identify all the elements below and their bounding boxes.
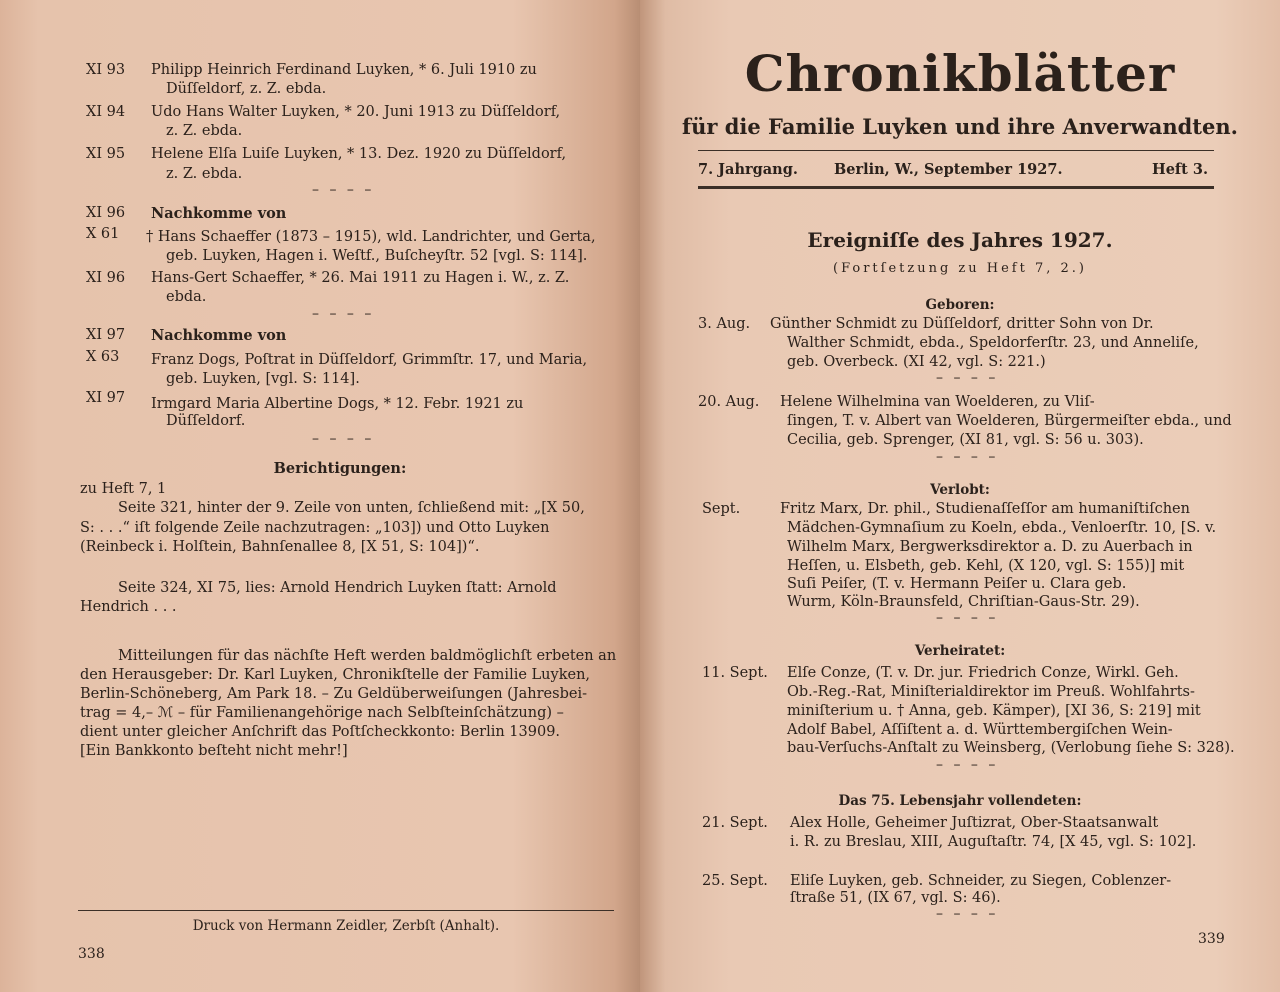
entry-line: Philipp Heinrich Ferdinand Luyken, * 6. Juli 1910 zu (151, 62, 537, 78)
entry-line: Udo Hans Walter Luyken, * 20. Juni 1913 zu Düſſeldorf, (151, 104, 561, 120)
continuation-note: (Fortſetzung zu Heft 7, 2.) (833, 261, 1087, 276)
event-line: Ob.-Reg.-Rat, Miniſterialdirektor im Preuß. Wohlfahrts- (787, 684, 1195, 700)
event-line: Cecilia, geb. Sprenger, (XI 81, vgl. S: 56 u. 303). (787, 432, 1144, 448)
separator-dashes: – – – – (936, 610, 999, 626)
entry-number: XI 96 (86, 270, 126, 286)
entry-line: Irmgard Maria Albertine Dogs, * 12. Febr. 1921 zu (151, 396, 524, 412)
entry-number: XI 95 (86, 146, 126, 162)
issue: Heft 3. (1152, 161, 1209, 178)
event-line: Suſi Peiſer, (T. v. Hermann Peiſer u. Clara geb. (787, 576, 1127, 592)
entry-line: geb. Luyken, [vgl. S: 114]. (166, 371, 360, 387)
body-line: den Herausgeber: Dr. Karl Luyken, Chronikſtelle der Familie Luyken, (80, 667, 591, 683)
event-line: Adolf Babel, Aſſiſtent a. d. Württembergiſchen Wein- (787, 722, 1173, 738)
body-line: trag = 4,– ℳ – für Familienangehörige nach Selbſteinſchätzung) – (80, 705, 564, 721)
body-line: S: . . .“ iſt folgende Zeile nachzutragen: „103]) und Otto Luyken (80, 520, 550, 536)
masthead-subtitle: für die Familie Luyken und ihre Anverwandten. (682, 114, 1238, 139)
body-line: dient unter gleicher Anſchrift das Poſtſcheckkonto: Berlin 13909. (80, 724, 561, 740)
event-line: geb. Overbeck. (XI 42, vgl. S: 221.) (787, 354, 1046, 370)
printer-note: Druck von Hermann Zeidler, Zerbſt (Anhalt). (192, 918, 500, 934)
event-line: miniſterium u. † Anna, geb. Kämper), [XI 36, S: 219] mit (787, 703, 1201, 719)
entry-number: XI 97 (86, 327, 126, 343)
page-number: 339 (1198, 931, 1225, 947)
separator-dashes: – – – – (312, 306, 375, 322)
entry-line: Nachkomme von (151, 205, 287, 222)
section-heading: Geboren: (925, 297, 995, 313)
event-line: Eliſe Luyken, geb. Schneider, zu Siegen, Coblenzer- (790, 873, 1172, 889)
event-line: i. R. zu Breslau, XIII, Auguſtaſtr. 74, [X 45, vgl. S: 102]. (790, 834, 1197, 850)
entry-line: Düſſeldorf. (166, 413, 246, 429)
header-rule (698, 150, 1214, 151)
event-line: Fritz Marx, Dr. phil., Studienaſſeſſor am humaniſtiſchen (780, 501, 1190, 517)
entry-number: XI 94 (86, 104, 126, 120)
section-heading: Das 75. Lebensjahr vollendeten: (838, 793, 1082, 809)
right-page (640, 0, 1280, 992)
separator-dashes: – – – – (312, 431, 375, 447)
event-line: bau-Verſuchs-Anſtalt zu Weinsberg, (Verlobung ſiehe S: 328). (787, 740, 1235, 756)
entry-number: X 61 (86, 226, 120, 242)
entry-line: Hans-Gert Schaeffer, * 26. Mai 1911 zu Hagen i. W., z. Z. (151, 270, 570, 286)
separator-dashes: – – – – (936, 370, 999, 386)
event-date: 20. Aug. (698, 394, 760, 410)
event-date: Sept. (702, 501, 741, 517)
body-line: Hendrich . . . (80, 599, 177, 615)
entry-number: XI 93 (86, 62, 126, 78)
separator-dashes: – – – – (936, 906, 999, 922)
event-line: Wilhelm Marx, Bergwerksdirektor a. D. zu Auerbach in (787, 539, 1193, 555)
entry-number: XI 96 (86, 205, 126, 221)
footer-rule (78, 910, 614, 911)
masthead-title: Chronikblätter (744, 44, 1176, 103)
place-date: Berlin, W., September 1927. (834, 161, 1063, 178)
entry-line: z. Z. ebda. (166, 123, 243, 139)
entry-line: z. Z. ebda. (166, 166, 243, 182)
event-line: Wurm, Köln-Braunsfeld, Chriſtian-Gaus-Str. 29). (787, 594, 1140, 610)
entry-line: † Hans Schaeffer (1873 – 1915), wld. Landrichter, und Gerta, (146, 229, 596, 245)
event-line: Günther Schmidt zu Düſſeldorf, dritter Sohn von Dr. (770, 316, 1154, 332)
event-line: ſingen, T. v. Albert van Woelderen, Bürgermeiſter ebda., und (787, 413, 1232, 429)
body-line: (Reinbeck i. Holſtein, Bahnſenallee 8, [X 51, S: 104])“. (80, 539, 480, 555)
entry-number: XI 97 (86, 390, 126, 406)
event-date: 21. Sept. (702, 815, 768, 831)
entry-line: geb. Luyken, Hagen i. Weſtf., Buſcheyſtr. 52 [vgl. S: 114]. (166, 248, 588, 264)
entry-number: X 63 (86, 349, 120, 365)
body-line: Seite 324, XI 75, lies: Arnold Hendrich Luyken ſtatt: Arnold (118, 580, 557, 596)
entry-line: ebda. (166, 289, 207, 305)
event-line: Walther Schmidt, ebda., Speldorferſtr. 23, und Anneliſe, (787, 335, 1199, 351)
section-heading: Berichtigungen: (273, 460, 407, 477)
event-line: Mädchen-Gymnaſium zu Koeln, ebda., Venloerſtr. 10, [S. v. (787, 520, 1217, 536)
event-line: Alex Holle, Geheimer Juſtizrat, Ober-Staatsanwalt (790, 815, 1159, 831)
separator-dashes: – – – – (936, 449, 999, 465)
volume: 7. Jahrgang. (698, 161, 798, 178)
body-line: Berlin-Schöneberg, Am Park 18. – Zu Geldüberweiſungen (Jahresbei- (80, 686, 587, 702)
page-number: 338 (78, 946, 105, 962)
body-line: Mitteilungen für das nächſte Heft werden baldmöglichſt erbeten an (118, 648, 617, 664)
event-date: 3. Aug. (698, 316, 751, 332)
body-line: Seite 321, hinter der 9. Zeile von unten, ſchließend mit: „[X 50, (118, 500, 585, 516)
event-line: Elſe Conze, (T. v. Dr. jur. Friedrich Conze, Wirkl. Geh. (787, 665, 1179, 681)
entry-line: Franz Dogs, Poſtrat in Düſſeldorf, Grimmſtr. 17, und Maria, (151, 352, 588, 368)
header-rule (698, 186, 1214, 189)
event-date: 25. Sept. (702, 873, 768, 889)
event-line: Heſſen, u. Elsbeth, geb. Kehl, (X 120, vgl. S: 155)] mit (787, 558, 1185, 574)
section-heading: Verheiratet: (914, 643, 1006, 659)
entry-line: Nachkomme von (151, 327, 287, 344)
entry-line: Helene Elſa Luiſe Luyken, * 13. Dez. 1920 zu Düſſeldorf, (151, 146, 567, 162)
section-heading: Verlobt: (930, 482, 990, 498)
event-line: ſtraße 51, (IX 67, vgl. S: 46). (790, 890, 1001, 906)
section-title: Ereigniſſe des Jahres 1927. (807, 228, 1113, 252)
event-date: 11. Sept. (702, 665, 768, 681)
separator-dashes: – – – – (936, 757, 999, 773)
body-line: [Ein Bankkonto beſteht nicht mehr!] (80, 743, 348, 759)
body-line: zu Heft 7, 1 (80, 481, 167, 497)
event-line: Helene Wilhelmina van Woelderen, zu Vliſ- (780, 394, 1095, 410)
separator-dashes: – – – – (312, 182, 375, 198)
entry-line: Düſſeldorf, z. Z. ebda. (166, 81, 327, 97)
